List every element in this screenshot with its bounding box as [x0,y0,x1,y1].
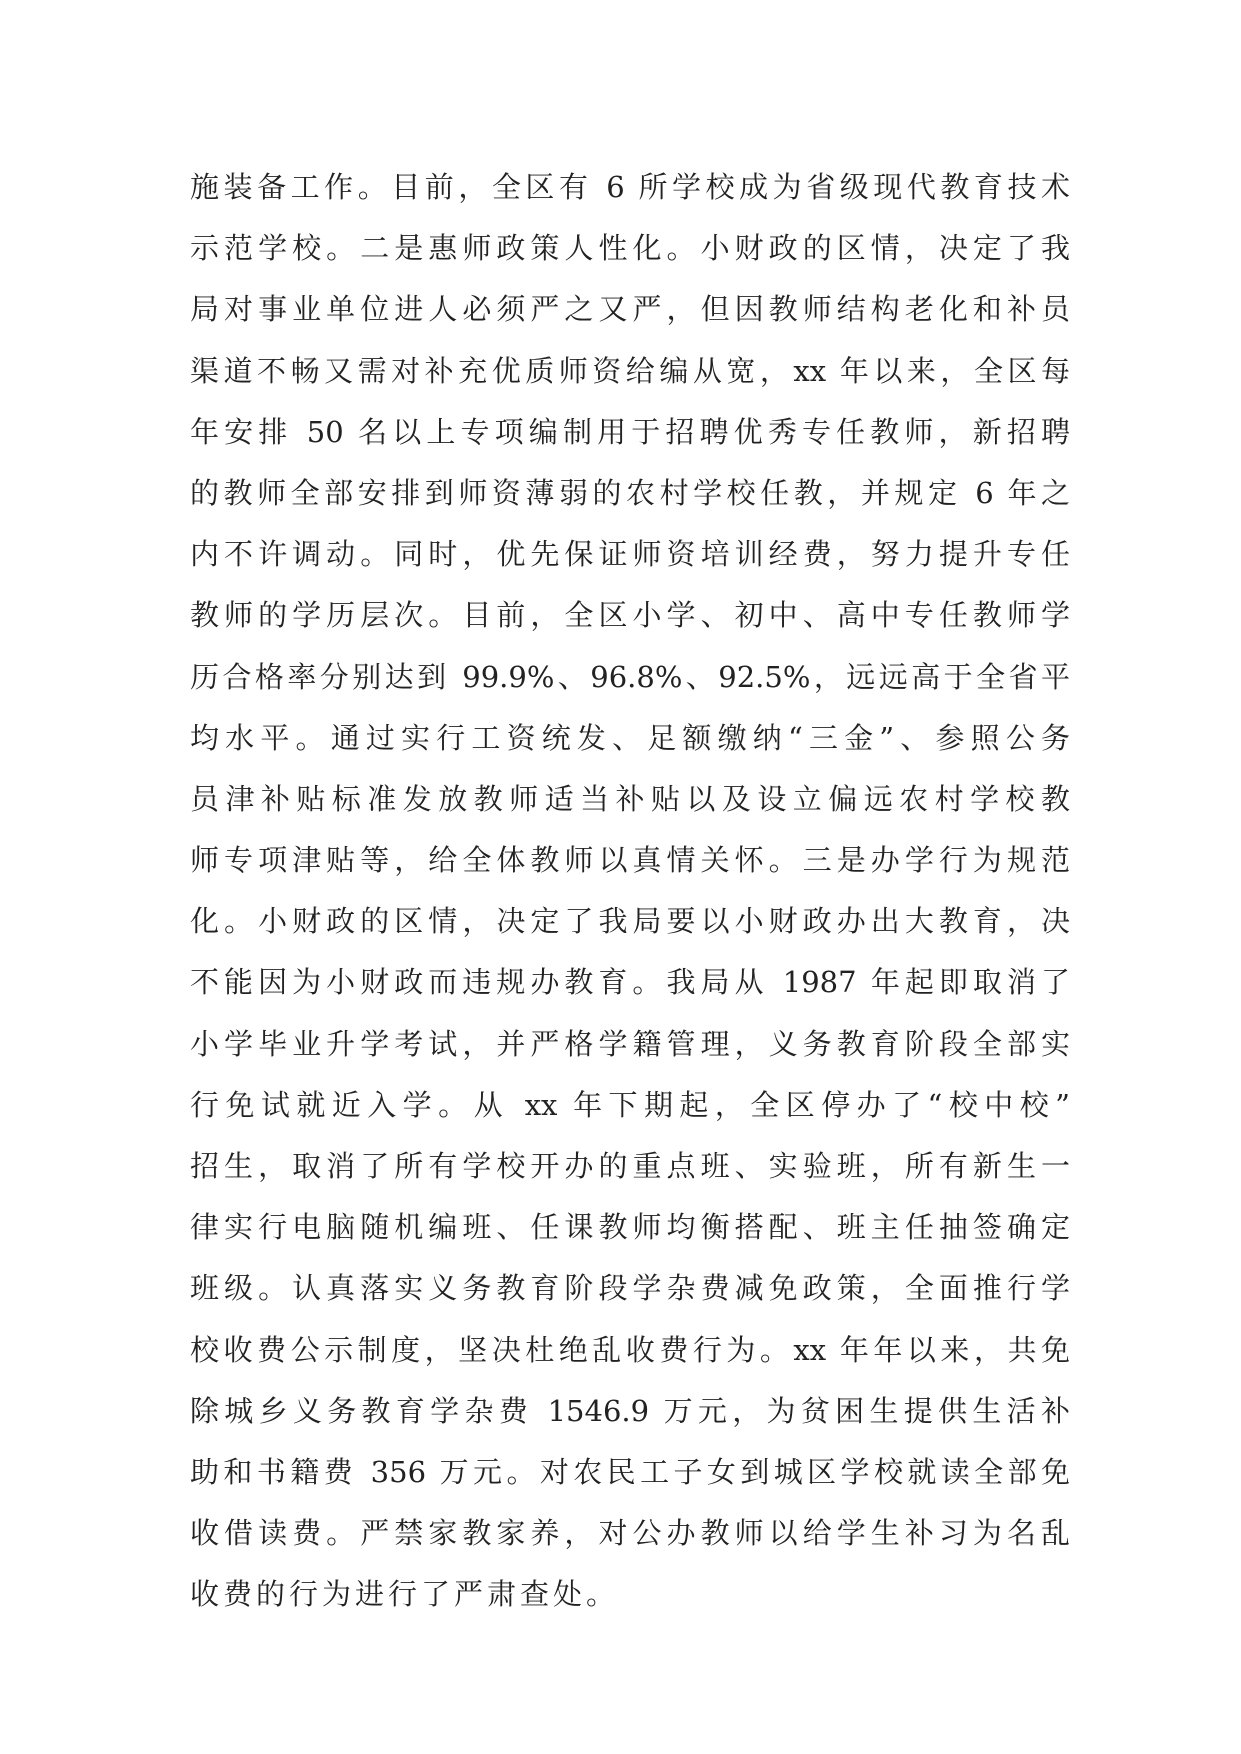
text-line: 行免试就近入学。从 xx 年下期起，全区停办了“校中校” [190,1087,1070,1122]
text-line: 渠道不畅又需对补充优质师资给编从宽，xx 年以来，全区每 [190,353,1070,388]
text-line: 校收费公示制度，坚决杜绝乱收费行为。xx 年年以来，共免 [190,1332,1070,1367]
text-line: 局对事业单位进人必须严之又严，但因教师结构老化和补员 [190,292,1070,327]
text-line: 年安排 50 名以上专项编制用于招聘优秀专任教师，新招聘 [190,414,1070,449]
text-line: 化。小财政的区情，决定了我局要以小财政办出大教育，决 [190,904,1070,939]
text-line: 施装备工作。目前，全区有 6 所学校成为省级现代教育技术 [190,170,1070,204]
text-line: 招生，取消了所有学校开办的重点班、实验班，所有新生一 [190,1149,1070,1183]
text-line: 班级。认真落实义务教育阶段学杂费减免政策，全面推行学 [190,1271,1070,1306]
text-line: 助和书籍费 356 万元。对农民工子女到城区学校就读全部免 [190,1454,1070,1489]
text-line: 的教师全部安排到师资薄弱的农村学校任教，并规定 6 年之 [190,475,1070,510]
text-line: 内不许调动。同时，优先保证师资培训经费，努力提升专任 [190,537,1070,572]
text-line: 除城乡义务教育学杂费 1546.9 万元，为贫困生提供生活补 [190,1393,1070,1428]
text-line: 不能因为小财政而违规办教育。我局从 1987 年起即取消了 [190,965,1070,1000]
text-line: 历合格率分别达到 99.9%、96.8%、92.5%，远远高于全省平 [190,659,1070,694]
text-line: 员津补贴标准发放教师适当补贴以及设立偏远农村学校教 [190,781,1070,816]
text-line: 收借读费。严禁家教家养，对公办教师以给学生补习为名乱 [190,1516,1070,1551]
text-line: 师专项津贴等，给全体教师以真情关怀。三是办学行为规范 [190,843,1070,878]
text-line: 示范学校。二是惠师政策人性化。小财政的区情，决定了我 [190,231,1070,266]
text-line: 律实行电脑随机编班、任课教师均衡搭配、班主任抽签确定 [190,1210,1070,1245]
text-line-last: 收费的行为进行了严肃查处。 [190,1577,620,1612]
text-line: 均水平。通过实行工资统发、足额缴纳“三金”、参照公务 [190,720,1070,755]
body-text [190,157,1070,1626]
text-line: 教师的学历层次。目前，全区小学、初中、高中专任教师学 [190,598,1070,633]
text-line: 小学毕业升学考试，并严格学籍管理，义务教育阶段全部实 [190,1026,1070,1061]
